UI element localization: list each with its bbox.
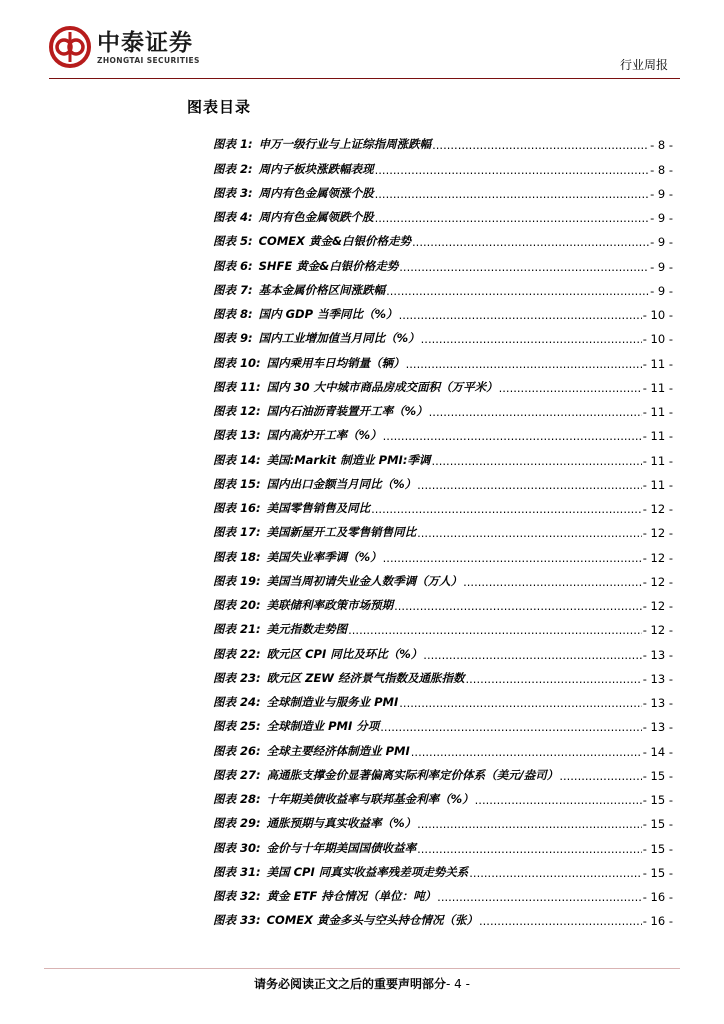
toc-entry-label: 图表 7: [213, 282, 253, 297]
toc-entry-title: 美国:Markit 制造业 PMI:季调 [266, 452, 431, 467]
toc-entry-label: 图表 32: [213, 889, 261, 903]
toc-entry[interactable] [213, 686, 673, 710]
toc-entry[interactable] [213, 177, 673, 201]
toc-title: 图表目录 [187, 98, 252, 116]
toc-leader-dots [348, 623, 642, 637]
toc-entry-title: SHFE 黄金&白银价格走势 [258, 258, 399, 273]
toc-entry[interactable] [213, 152, 673, 176]
report-type: 行业周报 [619, 58, 668, 72]
toc-leader-dots [475, 793, 642, 807]
toc-entry[interactable] [213, 710, 673, 734]
toc-entry-title: 十年期美债收益率与联邦基金利率（%） [266, 792, 474, 806]
toc-entry-label: 图表 28: [213, 792, 261, 806]
toc-entry[interactable] [213, 419, 673, 443]
toc-entry-page: - 13 - [642, 647, 673, 662]
toc-leader-dots [406, 357, 642, 371]
toc-leader-dots [386, 284, 649, 298]
toc-leader-dots [383, 551, 642, 565]
toc-entry-label: 图表 16: [213, 501, 261, 515]
toc-entry[interactable] [213, 831, 673, 855]
toc-entry-label: 图表 18: [213, 549, 261, 564]
toc-entry-page: - 10 - [642, 332, 673, 347]
toc-entry-label: 图表 4: [213, 210, 253, 224]
toc-leader-dots [417, 817, 642, 831]
toc-entry-title: 美国零售销售及同比 [266, 501, 371, 515]
toc-entry-page: - 15 - [642, 817, 673, 832]
toc-entry[interactable] [213, 395, 673, 419]
toc-leader-dots [380, 720, 641, 734]
toc-entry-page: - 16 - [642, 890, 673, 904]
toc-entry[interactable] [213, 807, 673, 831]
toc-entry[interactable] [213, 540, 673, 564]
toc-entry-label: 图表 20: [213, 598, 261, 612]
toc-entry-page: - 11 - [642, 380, 673, 395]
toc-leader-dots [375, 211, 649, 225]
toc-entry-title: 金价与十年期美国国债收益率 [266, 840, 417, 855]
toc-entry-title: 国内高炉开工率（%） [266, 428, 382, 443]
toc-entry-title: 高通胀支撑金价显著偏离实际利率定价体系（美元/盎司） [266, 767, 559, 782]
toc-entry-title: 国内石油沥青装置开工率（%） [266, 404, 428, 418]
toc-entry-title: 国内乘用车日均销量（辆） [266, 355, 405, 370]
toc-entry-page: - 15 - [642, 793, 673, 807]
toc-entry-title: 全球制造业 PMI 分项 [266, 719, 380, 734]
toc-leader-dots [479, 914, 642, 928]
toc-entry-title: 黄金 ETF 持仓情况（单位：吨） [266, 889, 437, 903]
toc-entry-label: 图表 23: [213, 670, 261, 685]
toc-leader-dots [399, 308, 642, 322]
toc-entry-title: 全球制造业与服务业 PMI [266, 695, 399, 709]
toc-entry-title: 美国新屋开工及零售销售同比 [266, 525, 417, 540]
toc-entry-page: - 10 - [642, 308, 673, 322]
brand-name-en: ZHONGTAI SECURITIES [97, 55, 200, 65]
toc-entry-page: - 14 - [642, 744, 673, 759]
toc-entry-label: 图表 25: [213, 719, 261, 734]
footer [0, 975, 724, 992]
toc-leader-dots [469, 866, 641, 880]
toc-entry-title: 美国失业率季调（%） [266, 549, 382, 564]
toc-entry-page: - 8 - [650, 138, 673, 153]
brand-name-cn: 中泰证券 [97, 29, 193, 56]
toc-entry-title: 周内有色金属领涨个股 [258, 185, 374, 200]
toc-leader-dots [432, 138, 649, 152]
toc-entry-label: 图表 14: [213, 452, 261, 467]
toc-leader-dots [375, 163, 649, 177]
toc-entry-page: - 11 - [642, 477, 673, 492]
toc-entry-page: - 12 - [642, 526, 673, 541]
toc-entry-title: 申万一级行业与上证综指周涨跌幅 [258, 137, 432, 152]
footer-divider [44, 968, 680, 969]
toc-entry[interactable] [213, 371, 673, 395]
toc-entry[interactable] [213, 516, 673, 540]
toc-entry-label: 图表 3: [213, 185, 253, 200]
toc-entry-page: - 12 - [642, 574, 673, 589]
toc-entry[interactable] [213, 662, 673, 686]
toc-entry-label: 图表 21: [213, 622, 261, 637]
toc-entry-page: - 9 - [650, 259, 673, 274]
toc-leader-dots [371, 502, 642, 516]
toc-entry-page: - 9 - [650, 211, 673, 225]
toc-entry-page: - 12 - [642, 623, 673, 638]
toc-entry-label: 图表 6: [213, 258, 253, 273]
toc-entry-title: 周内子板块涨跌幅表现 [258, 161, 374, 176]
toc-entry-page: - 9 - [650, 186, 673, 201]
toc-entry-title: 欧元区 ZEW 经济景气指数及通胀指数 [266, 670, 465, 685]
toc-entry-title: 国内 30 大中城市商品房成交面积（万平米） [266, 379, 498, 394]
toc-entry-label: 图表 15: [213, 476, 261, 491]
toc-entry-title: 美元指数走势图 [266, 622, 348, 637]
toc-entry[interactable] [213, 274, 673, 298]
toc-entry-label: 图表 29: [213, 816, 261, 831]
toc-entry-label: 图表 22: [213, 646, 261, 661]
toc-entry-title: 欧元区 CPI 同比及环比（%） [266, 646, 423, 661]
toc-leader-dots [399, 260, 649, 274]
toc-entry[interactable] [213, 492, 673, 516]
toc-entry-title: 国内 GDP 当季同比（%） [258, 307, 398, 321]
toc-entry-label: 图表 33: [213, 913, 261, 928]
footer-page-number: - 4 - [446, 977, 470, 991]
toc-leader-dots [431, 454, 641, 468]
toc-entry[interactable] [213, 322, 673, 346]
toc-entry-page: - 13 - [642, 720, 673, 735]
toc-entry-label: 图表 2: [213, 161, 253, 176]
toc-entry[interactable] [213, 734, 673, 758]
toc-entry-title: 通胀预期与真实收益率（%） [266, 816, 417, 831]
toc-entry-title: 全球主要经济体制造业 PMI [266, 743, 410, 758]
toc-entry-title: 周内有色金属领跌个股 [258, 210, 374, 224]
toc-entry-title: 美国当周初请失业金人数季调（万人） [266, 573, 463, 588]
toc-entry-label: 图表 10: [213, 355, 261, 370]
toc-entry[interactable] [213, 759, 673, 783]
toc-entry-page: - 9 - [650, 235, 673, 250]
toc-entry-page: - 12 - [642, 502, 673, 516]
toc-entry[interactable] [213, 201, 673, 225]
toc-leader-dots [559, 769, 641, 783]
toc-entry[interactable] [213, 783, 673, 807]
toc-entry-label: 图表 1: [213, 137, 253, 152]
toc-entry-page: - 15 - [642, 841, 673, 856]
toc-entry-title: 美联储利率政策市场预期 [266, 598, 394, 612]
toc-entry-label: 图表 19: [213, 573, 261, 588]
toc-entry-label: 图表 17: [213, 525, 261, 540]
toc-entry-label: 图表 27: [213, 767, 261, 782]
toc-entry-title: COMEX 黄金多头与空头持仓情况（张） [266, 913, 478, 928]
toc-leader-dots [394, 599, 642, 613]
toc-entry[interactable] [213, 346, 673, 370]
toc-entry-title: COMEX 黄金&白银价格走势 [258, 234, 412, 249]
toc-entry-page: - 12 - [642, 599, 673, 613]
toc-leader-dots [466, 672, 642, 686]
toc-entry-page: - 9 - [650, 283, 673, 298]
toc-entry-page: - 8 - [650, 162, 673, 177]
toc-entry-page: - 15 - [642, 768, 673, 783]
toc-entry[interactable] [213, 443, 673, 467]
company-logo [49, 26, 200, 68]
toc-leader-dots [463, 575, 642, 589]
toc-entry[interactable] [213, 904, 673, 928]
toc-leader-dots [421, 332, 642, 346]
toc-list [213, 128, 673, 928]
toc-leader-dots [375, 187, 649, 201]
toc-entry-label: 图表 11: [213, 379, 261, 394]
toc-entry-label: 图表 12: [213, 404, 261, 418]
toc-entry-page: - 16 - [642, 914, 673, 929]
toc-entry-label: 图表 30: [213, 840, 261, 855]
toc-entry-label: 图表 13: [213, 428, 261, 443]
toc-entry-page: - 11 - [642, 405, 673, 419]
toc-entry-page: - 12 - [642, 550, 673, 565]
toc-entry-label: 图表 31: [213, 864, 261, 879]
toc-entry-page: - 13 - [642, 696, 673, 710]
toc-leader-dots [399, 696, 641, 710]
logo-mark-icon [49, 26, 91, 68]
toc-entry-title: 国内工业增加值当月同比（%） [258, 331, 420, 346]
footer-disclaimer: 请务必阅读正文之后的重要声明部分 [254, 977, 447, 991]
toc-leader-dots [417, 526, 642, 540]
toc-leader-dots [423, 648, 641, 662]
toc-leader-dots [411, 745, 642, 759]
toc-entry-label: 图表 24: [213, 695, 261, 709]
toc-entry-label: 图表 9: [213, 331, 253, 346]
header-divider [49, 78, 680, 79]
toc-entry-page: - 13 - [642, 671, 673, 686]
toc-leader-dots [412, 235, 649, 249]
toc-leader-dots [499, 381, 642, 395]
toc-entry[interactable] [213, 225, 673, 249]
toc-entry-label: 图表 5: [213, 234, 253, 249]
toc-entry-page: - 15 - [642, 865, 673, 880]
toc-entry[interactable] [213, 468, 673, 492]
toc-entry-label: 图表 8: [213, 307, 253, 321]
toc-entry-page: - 11 - [642, 453, 673, 468]
toc-entry[interactable] [213, 589, 673, 613]
toc-entry[interactable] [213, 880, 673, 904]
logo-wordmark [97, 30, 200, 65]
toc-entry[interactable] [213, 249, 673, 273]
toc-entry[interactable] [213, 565, 673, 589]
toc-entry-page: - 11 - [642, 429, 673, 444]
toc-leader-dots [417, 842, 642, 856]
toc-entry[interactable] [213, 298, 673, 322]
toc-leader-dots [383, 429, 642, 443]
toc-entry[interactable] [213, 856, 673, 880]
toc-entry[interactable] [213, 613, 673, 637]
toc-leader-dots [437, 890, 642, 904]
toc-entry-title: 美国 CPI 同真实收益率残差项走势关系 [266, 864, 469, 879]
toc-entry-label: 图表 26: [213, 743, 261, 758]
toc-leader-dots [417, 478, 642, 492]
toc-entry[interactable] [213, 637, 673, 661]
toc-entry[interactable] [213, 128, 673, 152]
toc-entry-title: 国内出口金额当月同比（%） [266, 476, 417, 491]
toc-entry-page: - 11 - [642, 356, 673, 371]
toc-entry-title: 基本金属价格区间涨跌幅 [258, 282, 386, 297]
toc-leader-dots [429, 405, 642, 419]
